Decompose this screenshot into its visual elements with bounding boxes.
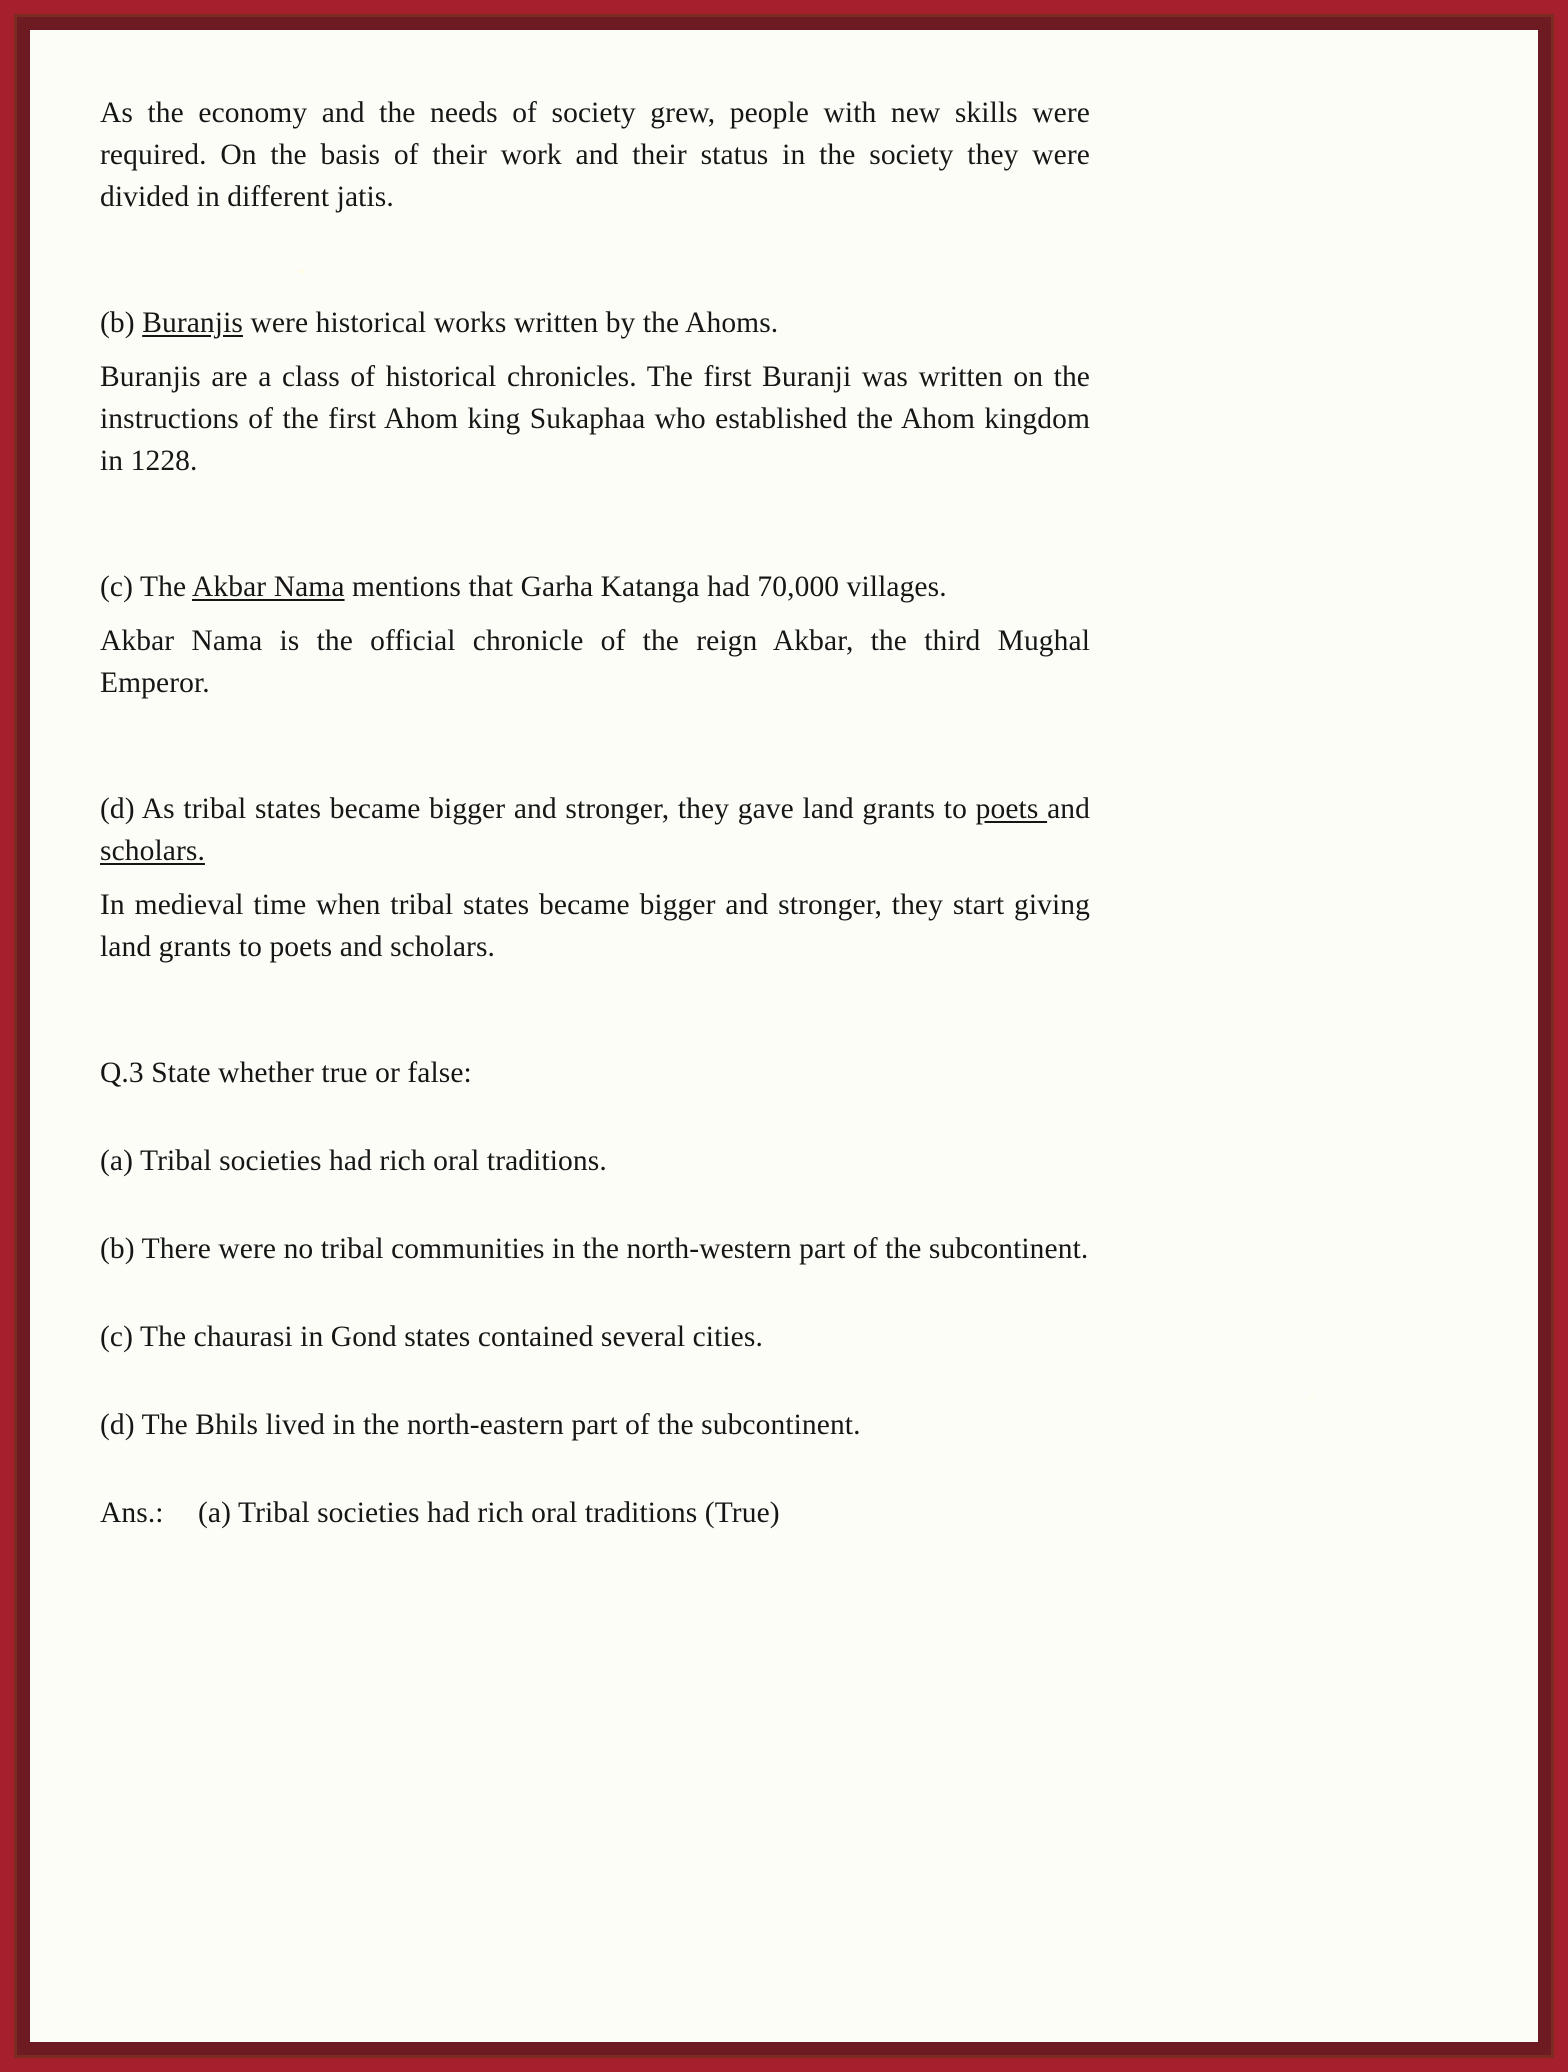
intro-paragraph: As the economy and the needs of society grew, people with new skills were required. On the basis of their work and their status in the society they were divided in different jatis. [100,97,1090,213]
true-false-statement-d: (d) The Bhils lived in the north-eastern part of the subcontinent. [100,1409,861,1441]
item-d-prefix: (d) As tribal states became bigger and stronger, they gave land grants to [100,793,976,825]
paper-surface [30,30,1538,2042]
question-item-d [100,788,1090,872]
item-c-prefix: (c) The [100,571,192,603]
item-c-underlined-term: Akbar Nama [192,571,345,603]
item-c-rest: mentions that Garha Katanga had 70,000 villages. [344,571,947,603]
spacer [100,608,1090,620]
item-d-underlined-term-2: scholars. [100,835,205,867]
spacer [100,968,1090,1052]
spacer [100,1094,1090,1140]
true-false-statement-a: (a) Tribal societies had rich oral traditions. [100,1145,607,1177]
answer-label: Ans.: [100,1497,164,1529]
true-false-statement-c: (c) The chaurasi in Gond states contained several cities. [100,1321,763,1353]
spacer [100,482,1090,566]
answer-d: In medieval time when tribal states became bigger and stronger, they start giving land grants to poets and scholars. [100,889,1090,963]
answer-row [100,1492,1090,1534]
spacer [100,872,1090,884]
item-d-middle: and [1047,793,1090,825]
question-item-b [100,302,1090,344]
item-b-prefix: (b) [100,307,143,339]
answer-c: Akbar Nama is the official chronicle of the reign Akbar, the third Mughal Emperor. [100,625,1090,699]
question-item-c [100,566,1090,608]
answer-text: (a) Tribal societies had rich oral traditions (True) [198,1497,780,1529]
item-d-underlined-term-1: poets [975,793,1048,825]
page-content [100,92,1090,1534]
question-3-heading: Q.3 State whether true or false: [100,1057,472,1089]
spacer [100,1358,1090,1404]
answer-b: Buranjis are a class of historical chronicles. The first Buranji was written on the instructions of the first Ahom king Sukaphaa who established the Ahom kingdom in 1228. [100,361,1090,477]
spacer [100,344,1090,356]
spacer [100,1446,1090,1492]
true-false-statement-b: (b) There were no tribal communities in the north-western part of the subcontinent. [100,1233,1089,1265]
spacer [100,1270,1090,1316]
item-b-underlined-term: Buranjis [142,307,243,339]
item-b-rest: were historical works written by the Ahoms. [242,307,779,339]
spacer [100,218,1090,302]
spacer [100,704,1090,788]
spacer [100,1182,1090,1228]
